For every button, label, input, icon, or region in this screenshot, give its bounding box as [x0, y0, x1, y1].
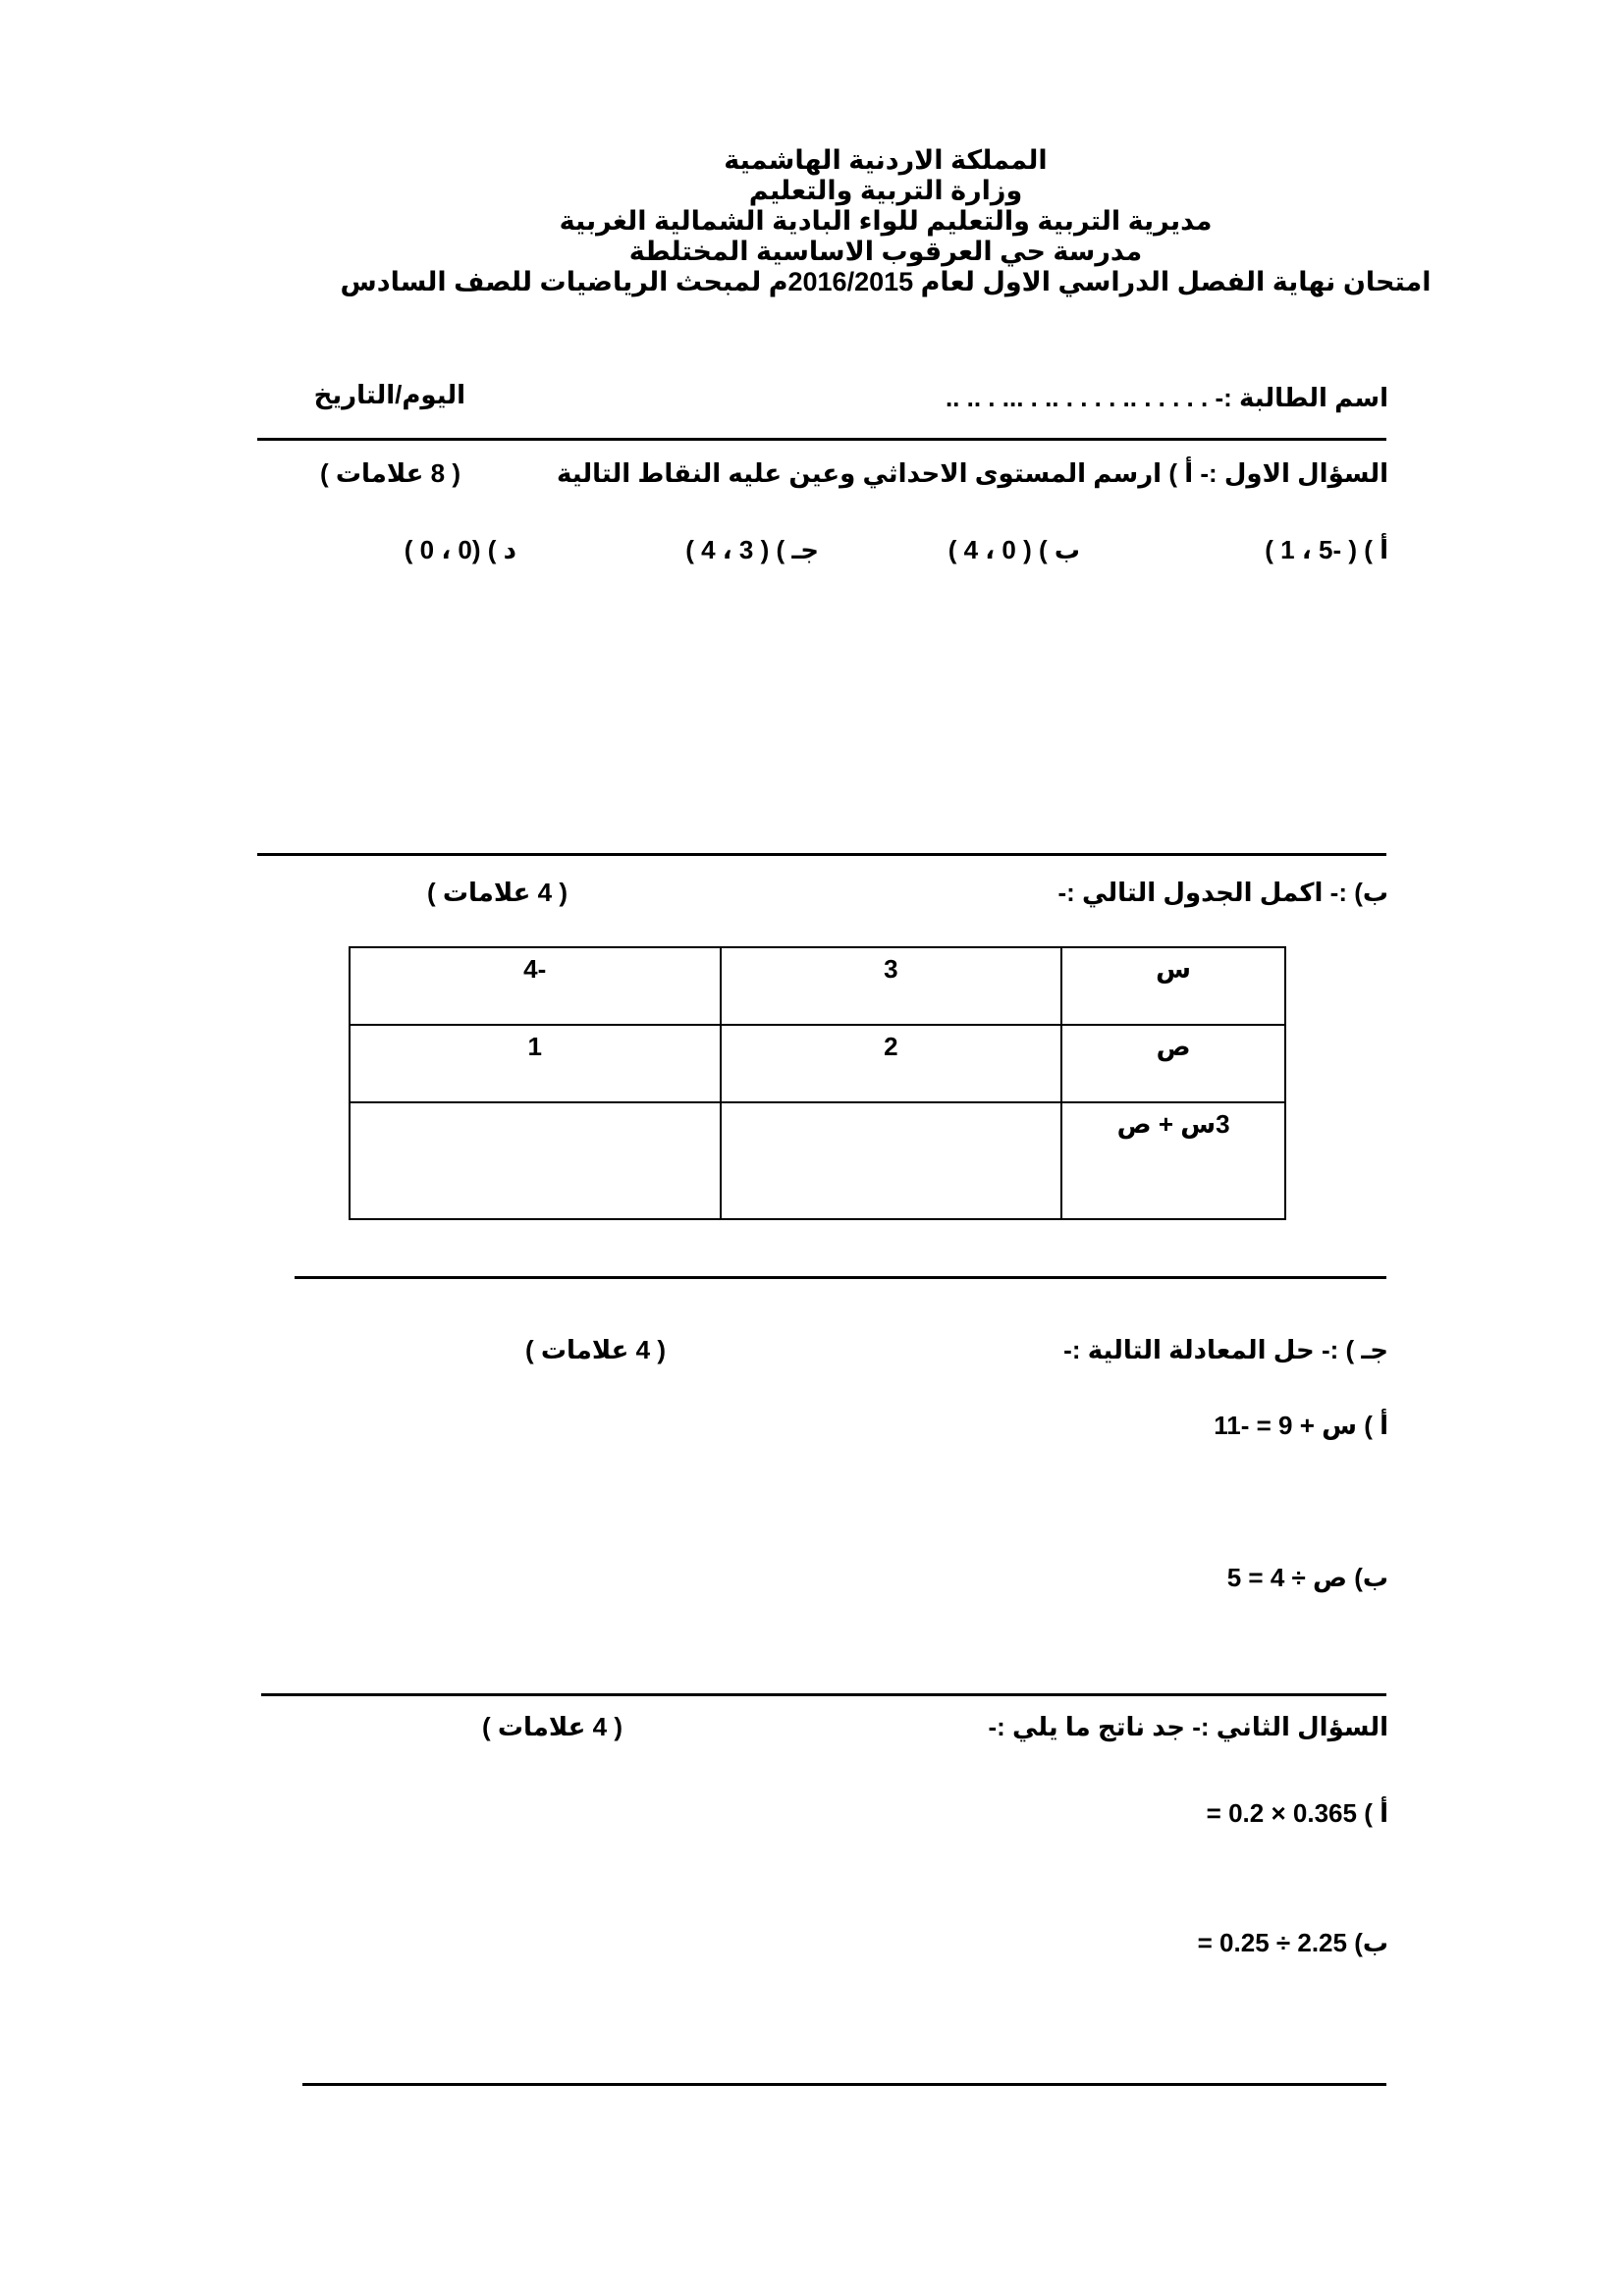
divider-line — [295, 1276, 1386, 1279]
q1-point-b: ب ) ( 0 ، 4 ) — [947, 535, 1080, 564]
q2-title: السؤال الثاني :- جد ناتج ما يلي :- — [988, 1712, 1388, 1741]
header-line-directorate: مديرية التربية والتعليم للواء البادية الشمالية الغربية — [559, 206, 1213, 236]
table-cell: 1 — [350, 1025, 721, 1102]
q1-point-c: جـ ) ( 3 ، 4 ) — [685, 535, 819, 564]
q1-point-a: أ ) ( -5 ، 1 ) — [1265, 535, 1388, 564]
q1c-title: جـ ) :- حل المعادلة التالية :- — [1063, 1335, 1388, 1364]
values-table — [349, 946, 1286, 1220]
header-line-kingdom: المملكة الاردنية الهاشمية — [724, 145, 1048, 175]
answer-cell — [350, 1102, 721, 1219]
divider-line — [257, 438, 1386, 441]
header-line-ministry: وزارة التربية والتعليم — [748, 176, 1023, 205]
q1c-equation-a: أ ) س + 9 = -11 — [1214, 1411, 1388, 1440]
answer-cell — [721, 1102, 1062, 1219]
student-name-field: اسم الطالبة :- . . . . . .. . . . . .. . ... . .. .. — [945, 383, 1388, 412]
q2-marks: ( 4 علامات ) — [482, 1712, 623, 1741]
q2-item-b: ب) 2.25 ÷ 0.25 = — [1197, 1928, 1388, 1957]
document-header — [0, 145, 1624, 297]
divider-line — [302, 2083, 1386, 2086]
table-cell: 3 — [721, 947, 1062, 1025]
divider-line — [261, 1693, 1386, 1696]
q1-title: السؤال الاول :- أ ) ارسم المستوى الاحداثي وعين عليه النقاط التالية — [556, 458, 1388, 488]
table-cell: س — [1061, 947, 1285, 1025]
q1b-marks: ( 4 علامات ) — [427, 878, 568, 907]
q1-point-d: د ) (0 ، 0 ) — [404, 535, 516, 564]
date-field: اليوم/التاريخ — [313, 380, 465, 409]
table-row — [350, 1102, 1285, 1219]
table-cell: ص — [1061, 1025, 1285, 1102]
q1c-marks: ( 4 علامات ) — [525, 1335, 666, 1364]
q1-marks: ( 8 علامات ) — [320, 458, 460, 488]
header-line-school: مدرسة حي العرقوب الاساسية المختلطة — [628, 237, 1143, 266]
table-cell: 2 — [721, 1025, 1062, 1102]
header-line-exam-title: امتحان نهاية الفصل الدراسي الاول لعام 2016/2015م لمبحث الرياضيات للصف السادس — [340, 267, 1432, 296]
table-row — [350, 947, 1285, 1025]
divider-line — [257, 853, 1386, 856]
q2-item-a: أ ) 0.365 × 0.2 = — [1206, 1798, 1388, 1828]
table-cell: -4 — [350, 947, 721, 1025]
table-cell: 3س + ص — [1061, 1102, 1285, 1219]
q1c-equation-b: ب) ص ÷ 4 = 5 — [1226, 1563, 1388, 1592]
table-row — [350, 1025, 1285, 1102]
q1b-title: ب) :- اكمل الجدول التالي :- — [1057, 878, 1388, 907]
